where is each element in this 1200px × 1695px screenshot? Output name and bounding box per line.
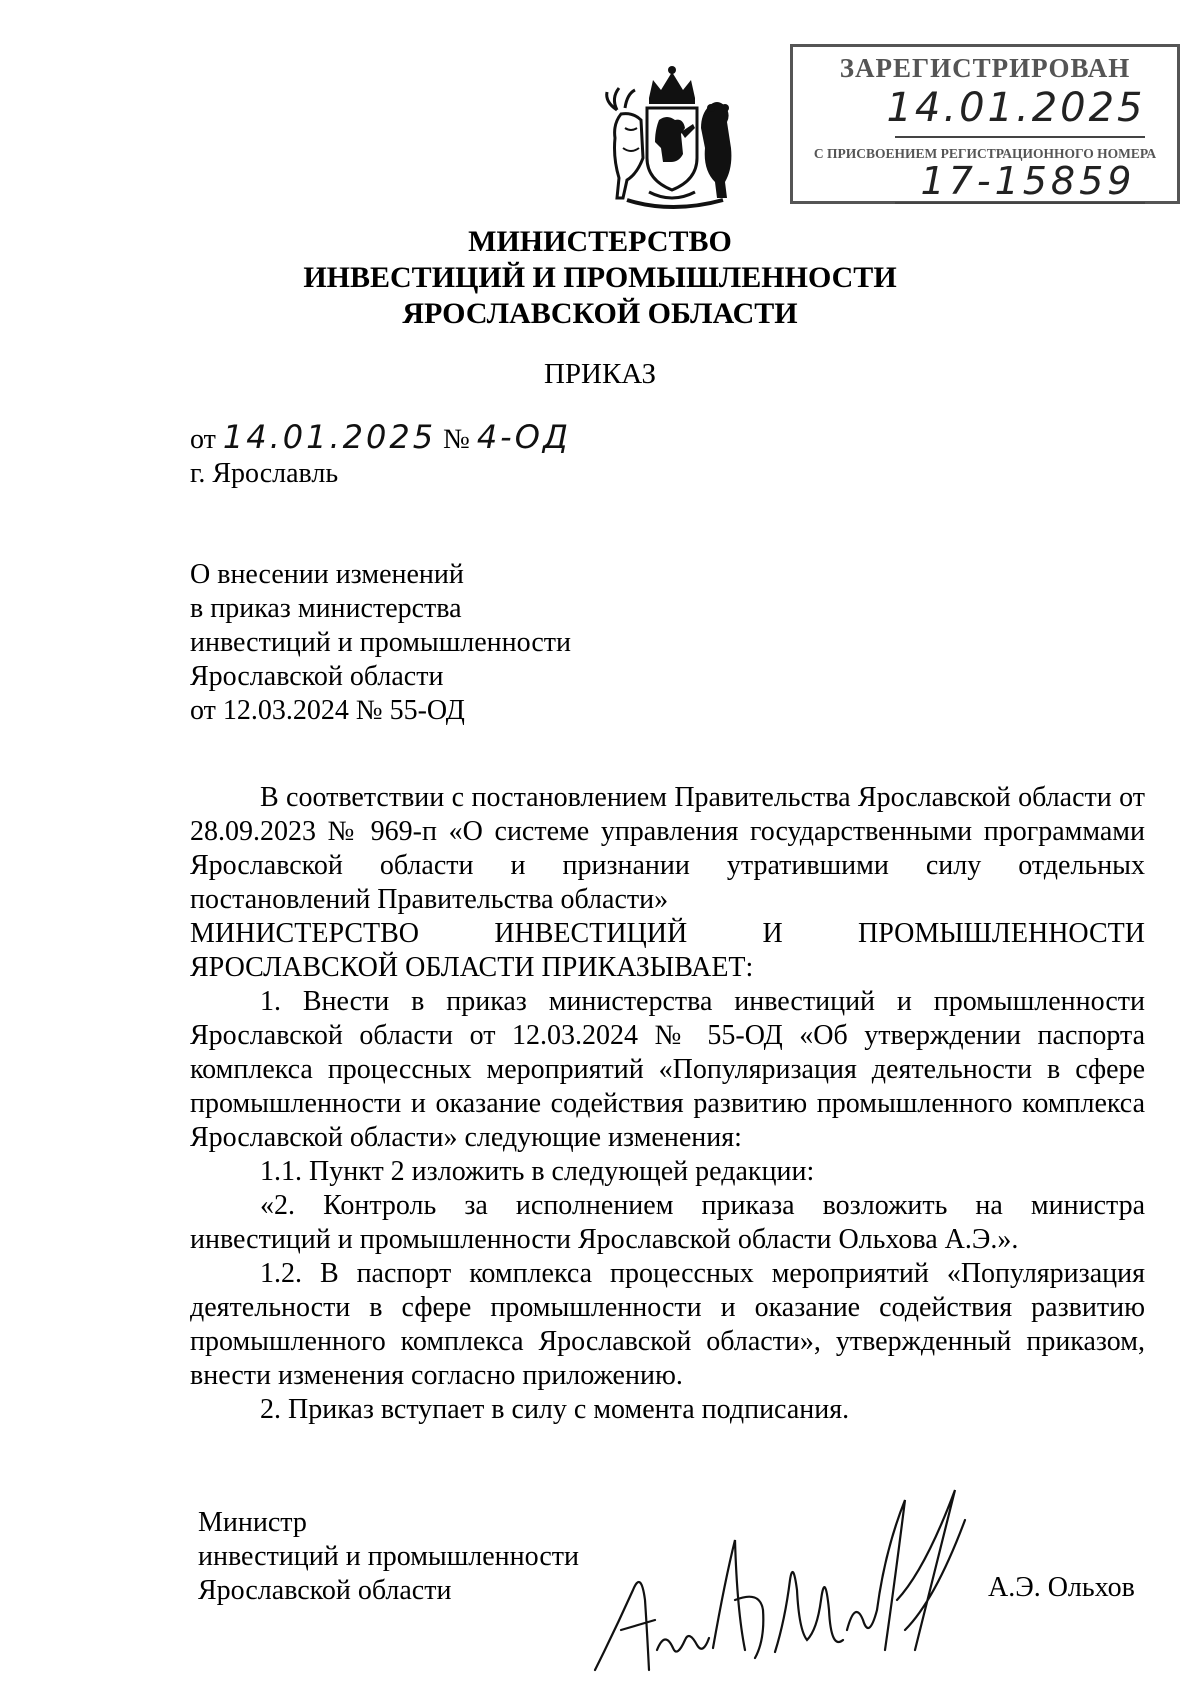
ministry-name-line-2: ИНВЕСТИЦИЙ И ПРОМЫШЛЕННОСТИ — [303, 261, 897, 294]
clause-1-1-text: «2. Контроль за исполнением приказа возложить на министра инвестиций и промышленности Ярославской области Ольхова А.Э.». — [190, 1190, 1145, 1255]
subject-line: Ярославской области — [190, 661, 444, 692]
subject-line: в приказ министерства — [190, 593, 462, 624]
stamp-registration-number: 17-15859 — [920, 159, 1136, 203]
stamp-underline — [895, 202, 1145, 204]
document-type: ПРИКАЗ — [543, 358, 657, 390]
subject-line: О внесении изменений — [190, 559, 464, 590]
stamp-title: ЗАРЕГИСТРИРОВАН — [839, 53, 1131, 83]
preamble-paragraph: В соответствии с постановлением Правительства Ярославской области от 28.09.2023 № 969-п «О системе управления государственными программами Ярославской области и признании утратившими силу отдельных постановлений Правительства области» — [190, 782, 1145, 915]
city: г. Ярославль — [190, 458, 339, 489]
signer-name: А.Э. Ольхов — [988, 1572, 1135, 1603]
subject-line: инвестиций и промышленности — [190, 627, 571, 658]
order-body — [190, 781, 1145, 1427]
signer-position-line-3: Ярославской области — [198, 1575, 452, 1606]
clause-1-1: 1.1. Пункт 2 изложить в следующей редакции: — [260, 1156, 815, 1187]
coat-of-arms-icon — [597, 58, 747, 210]
ministry-orders-line-2: ЯРОСЛАВСКОЙ ОБЛАСТИ ПРИКАЗЫВАЕТ: — [190, 952, 754, 983]
clause-1-2: 1.2. В паспорт комплекса процессных мероприятий «Популяризация деятельности в сфере промышленности и оказание содействия развитию промышленного комплекса Ярославской области», утвержденный приказом, внести изменения согласно приложению. — [190, 1258, 1145, 1391]
stamp-caption: С ПРИСВОЕНИЕМ РЕГИСТРАЦИОННОГО НОМЕРА — [813, 146, 1157, 161]
clause-1: 1. Внести в приказ министерства инвестиций и промышленности Ярославской области от 12.03.2024 № 55-ОД «Об утверждении паспорта комплекса процессных мероприятий «Популяризация деятельности в сфере промышленности и оказание содействия развитию промышленного комплекса Ярославской области» следующие изменения: — [190, 986, 1145, 1153]
order-date-line — [190, 418, 571, 456]
signer-position-line-1: Министр — [198, 1507, 307, 1538]
ministry-orders-line-1: МИНИСТЕРСТВО ИНВЕСТИЦИЙ И ПРОМЫШЛЕННОСТИ — [190, 918, 1145, 949]
number-sign: № — [443, 424, 470, 455]
ministry-name-line-3: ЯРОСЛАВСКОЙ ОБЛАСТИ — [402, 297, 798, 330]
signer-position-line-2: инвестиций и промышленности — [198, 1541, 579, 1572]
stamp-date: 14.01.2025 — [886, 85, 1146, 131]
registration-stamp — [790, 44, 1180, 204]
handwritten-signature-icon — [585, 1480, 975, 1690]
stamp-underline — [895, 136, 1145, 138]
subject-line: от 12.03.2024 № 55-ОД — [190, 695, 465, 726]
order-number: 4-ОД — [476, 418, 571, 456]
order-date: 14.01.2025 — [222, 418, 437, 456]
date-prefix: от — [190, 424, 216, 455]
clause-2: 2. Приказ вступает в силу с момента подписания. — [260, 1394, 850, 1425]
ministry-name-line-1: МИНИСТЕРСТВО — [468, 225, 732, 258]
